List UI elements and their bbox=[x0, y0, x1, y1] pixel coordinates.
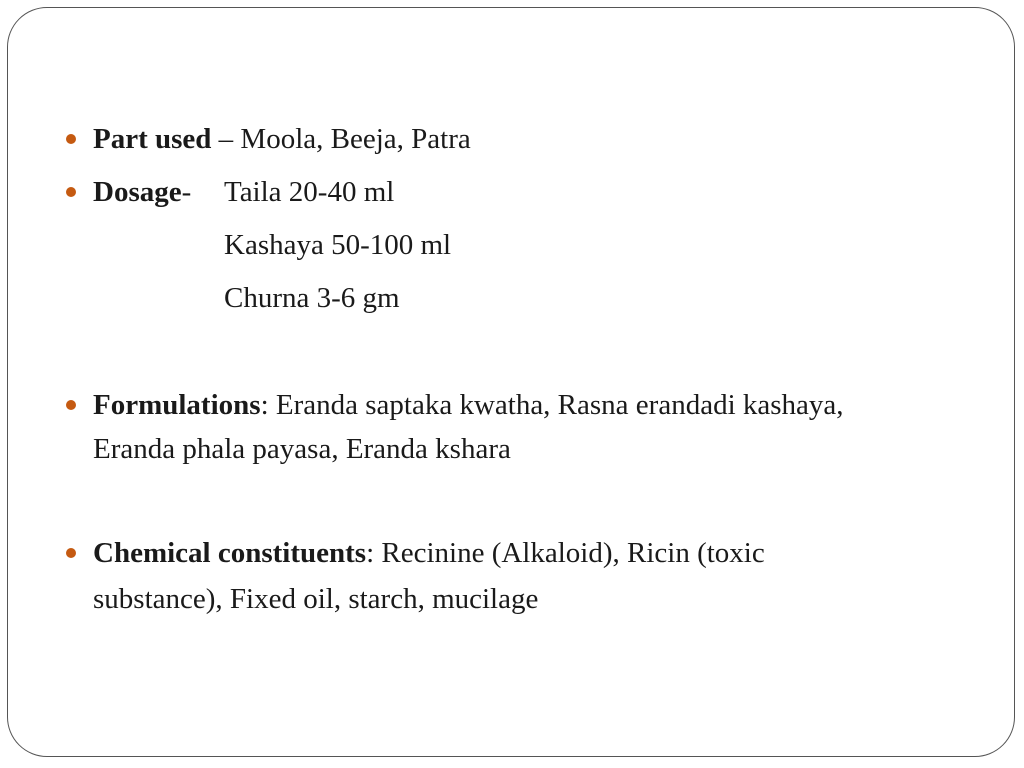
dosage-item-kashaya: Kashaya 50-100 ml bbox=[224, 229, 452, 261]
chemical-line-2 bbox=[93, 581, 538, 617]
formulations-text-2: Eranda phala payasa, Eranda kshara bbox=[93, 433, 511, 465]
bullet-dot bbox=[66, 548, 76, 558]
chemical-label: Chemical constituents bbox=[93, 537, 367, 569]
dosage-item bbox=[224, 227, 451, 263]
dosage-item bbox=[224, 174, 394, 210]
formulations-line-2 bbox=[93, 431, 511, 467]
chemical-text-1: : Recinine (Alkaloid), Ricin (toxic bbox=[366, 537, 765, 569]
formulations-line-1 bbox=[93, 387, 844, 423]
dosage-sep: - bbox=[181, 176, 192, 208]
bullet-dot bbox=[66, 400, 76, 410]
dosage-item bbox=[224, 280, 400, 316]
part-used-text: – Moola, Beeja, Patra bbox=[211, 123, 471, 155]
dosage-item-taila: Taila 20-40 ml bbox=[224, 176, 395, 208]
dosage-item-churna: Churna 3-6 gm bbox=[224, 282, 400, 314]
chemical-line-1 bbox=[93, 535, 765, 571]
dosage-line bbox=[93, 174, 191, 210]
dosage-label: Dosage bbox=[93, 176, 182, 208]
bullet-dot bbox=[66, 134, 76, 144]
part-used-label: Part used bbox=[93, 123, 212, 155]
bullet-dot bbox=[66, 187, 76, 197]
formulations-text-1: : Eranda saptaka kwatha, Rasna erandadi kashaya, bbox=[260, 389, 844, 421]
formulations-label: Formulations bbox=[93, 389, 261, 421]
part-used-line bbox=[93, 121, 471, 157]
chemical-text-2: substance), Fixed oil, starch, mucilage bbox=[93, 583, 539, 615]
